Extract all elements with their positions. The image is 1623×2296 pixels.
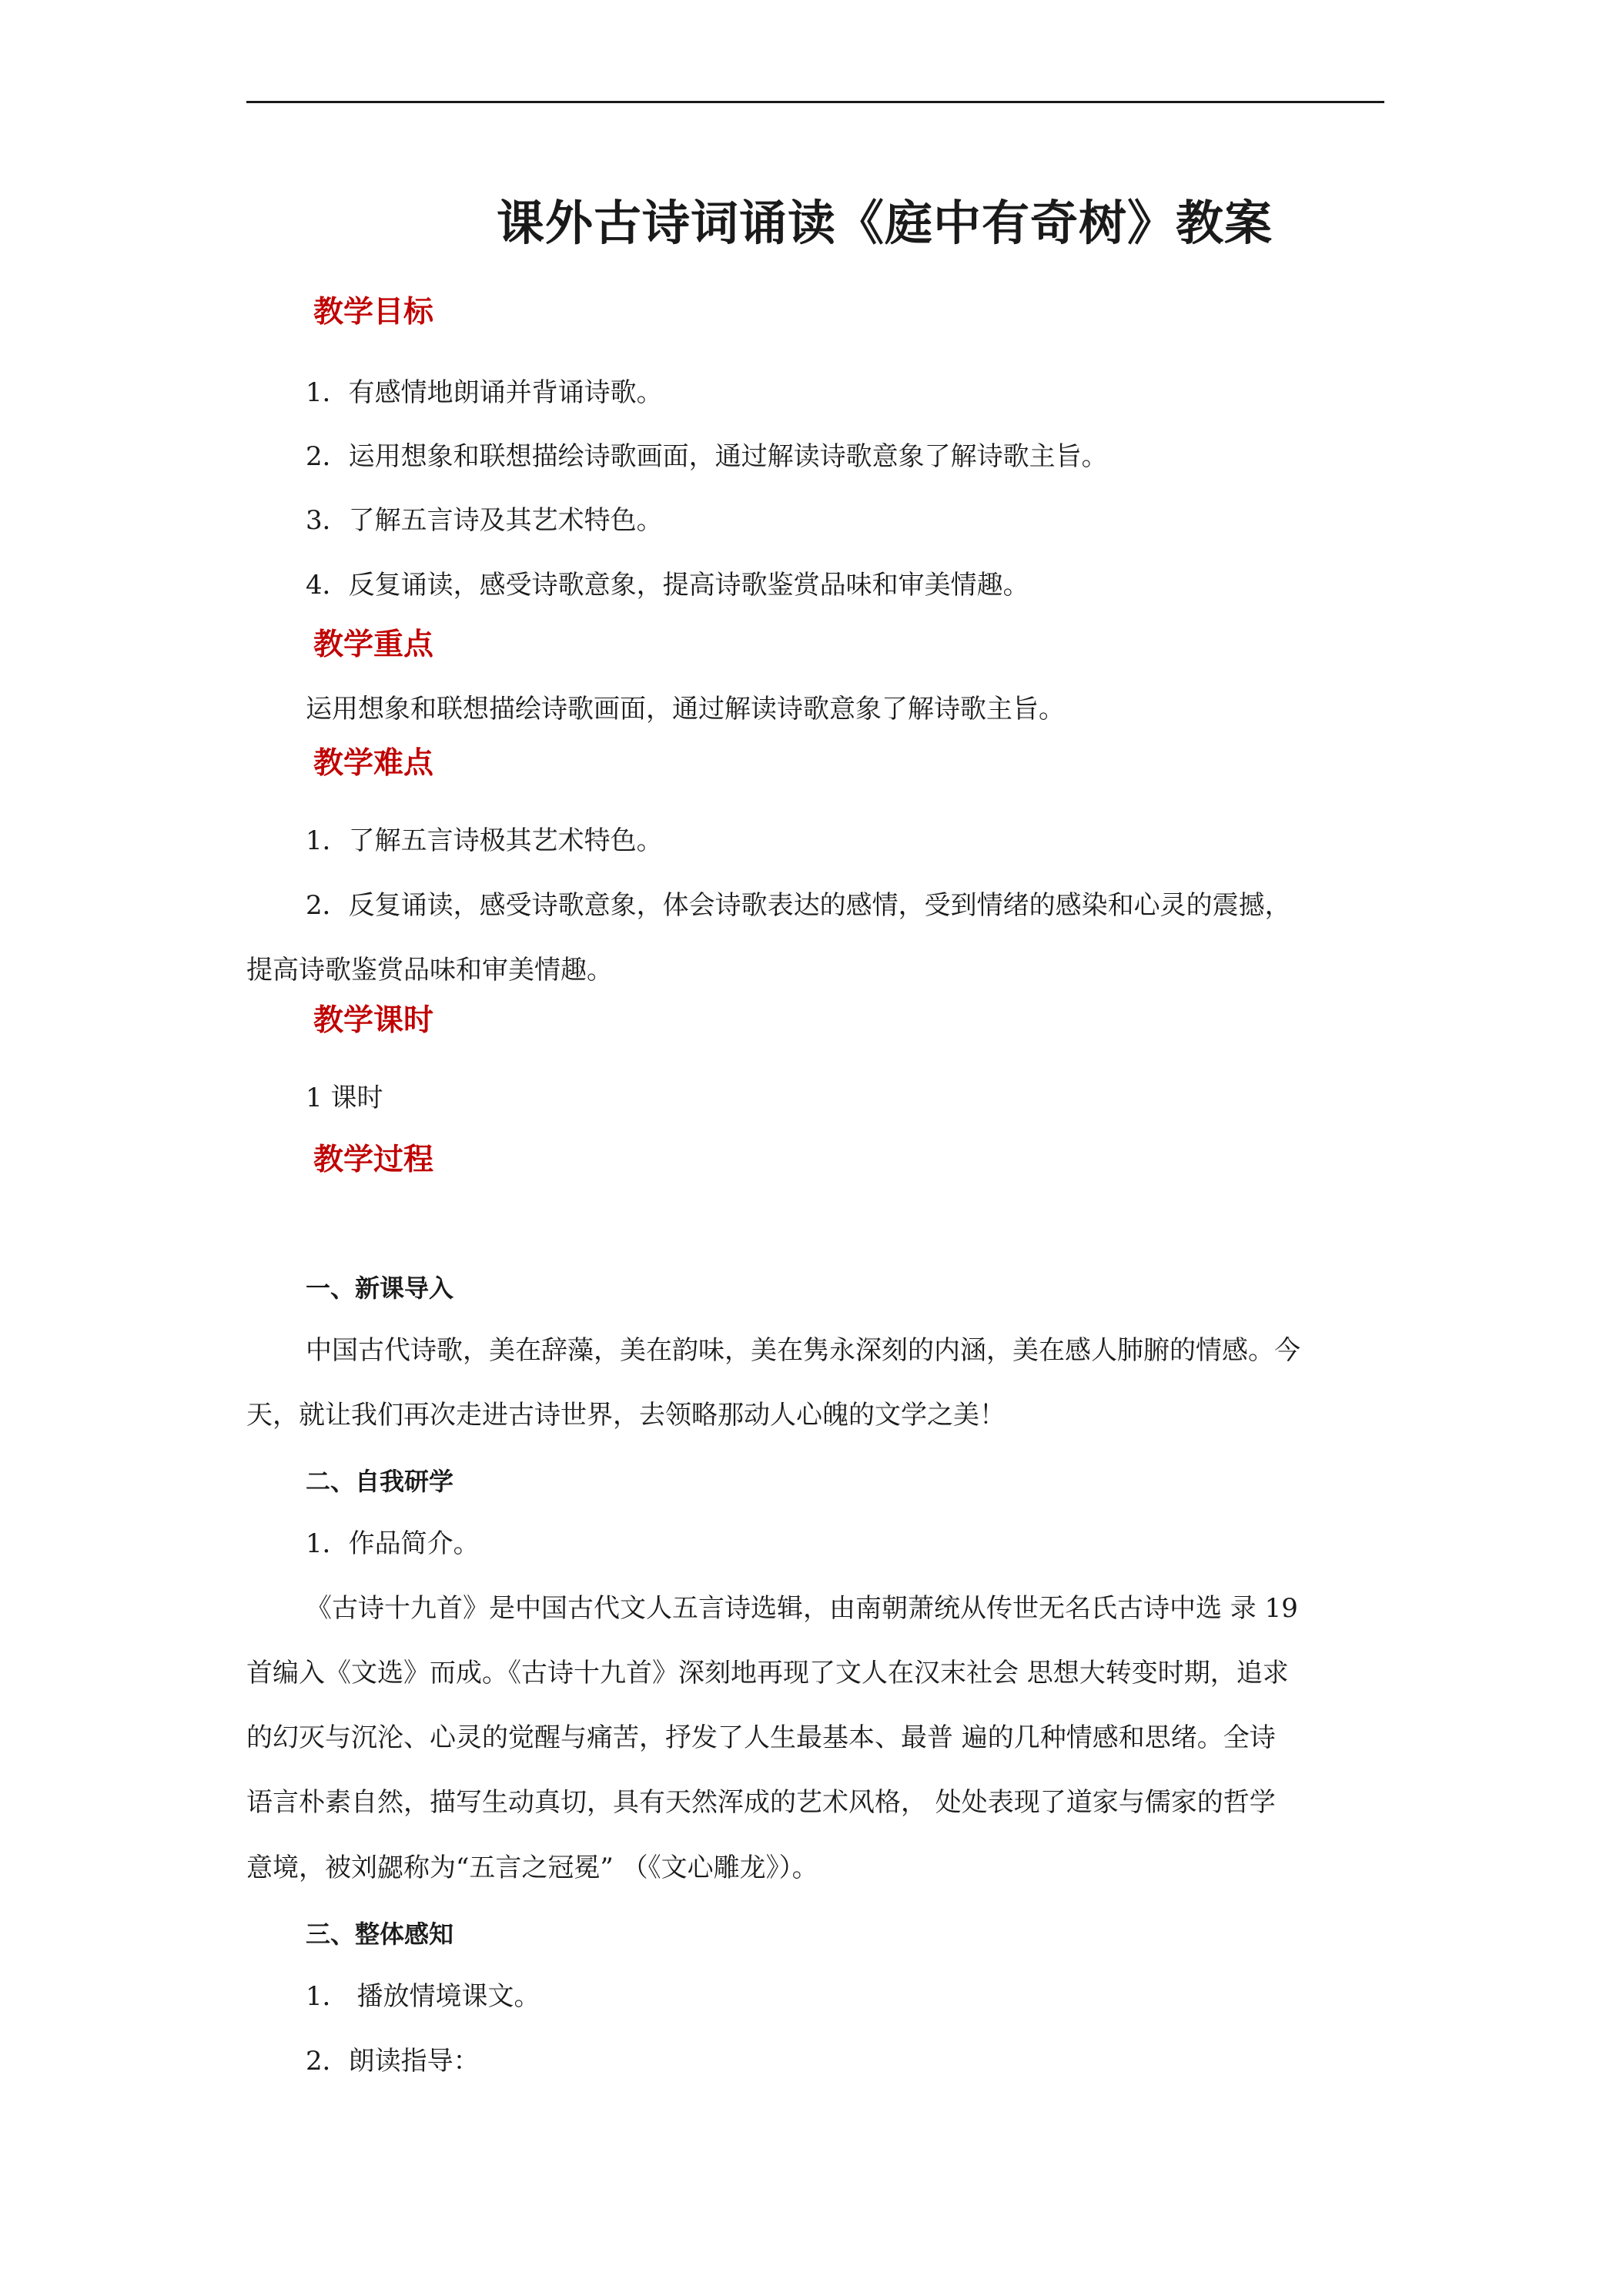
overall-item-2: 2．朗读指导： <box>306 2046 480 2077</box>
key-points-text: 运用想象和联想描绘诗歌画面，通过解读诗歌意象了解诗歌主旨。 <box>306 694 1065 725</box>
self-study-line-2: 首编入《文选》而成。《古诗十九首》深刻地再现了文人在汉末社会 思想大转变时期，追求 <box>246 1658 1289 1689</box>
self-study-line-5: 意境，被刘勰称为“五言之冠冕” （《文心雕龙》）。 <box>246 1853 818 1883</box>
process-heading: 教学过程 <box>313 1143 434 1177</box>
intro-line-1: 中国古代诗歌，美在辞藻，美在韵味，美在隽永深刻的内涵，美在感人肺腑的情感。今 <box>306 1335 1300 1366</box>
header-rule <box>246 101 1384 103</box>
overall-item-1: 1． 播放情境课文。 <box>306 1981 540 2012</box>
difficulty-item-1: 1．了解五言诗极其艺术特色。 <box>306 825 663 856</box>
overall-heading: 三、整体感知 <box>306 1919 454 1949</box>
key-points-heading: 教学重点 <box>313 628 434 662</box>
intro-heading: 一、新课导入 <box>306 1274 454 1303</box>
hours-text: 1 课时 <box>306 1083 383 1113</box>
self-study-line-1: 《古诗十九首》是中国古代文人五言诗选辑，由南朝萧统从传世无名氏古诗中选 录 19 <box>306 1593 1298 1624</box>
self-study-item-1: 1．作品简介。 <box>306 1528 480 1559</box>
objective-item-3: 3．了解五言诗及其艺术特色。 <box>306 505 663 536</box>
difficulties-heading: 教学难点 <box>313 746 434 781</box>
page-title: 课外古诗词诵读《庭中有奇树》教案 <box>496 195 1273 251</box>
difficulty-item-2-line-2: 提高诗歌鉴赏品味和审美情趣。 <box>246 955 613 986</box>
objective-item-2: 2．运用想象和联想描绘诗歌画面，通过解读诗歌意象了解诗歌主旨。 <box>306 441 1108 472</box>
difficulty-item-2-line-1: 2．反复诵读，感受诗歌意象，体会诗歌表达的感情，受到情绪的感染和心灵的震撼， <box>306 890 1291 921</box>
self-study-line-4: 语言朴素自然，描写生动真切，具有天然浑成的艺术风格， 处处表现了道家与儒家的哲学 <box>246 1787 1276 1818</box>
objective-item-4: 4．反复诵读，感受诗歌意象，提高诗歌鉴赏品味和审美情趣。 <box>306 570 1029 601</box>
self-study-line-3: 的幻灭与沉沦、心灵的觉醒与痛苦，抒发了人生最基本、最普 遍的几种情感和思绪。全诗 <box>246 1722 1276 1753</box>
self-study-heading: 二、自我研学 <box>306 1467 454 1496</box>
objectives-heading: 教学目标 <box>313 295 434 330</box>
hours-heading: 教学课时 <box>313 1003 434 1038</box>
objective-item-1: 1．有感情地朗诵并背诵诗歌。 <box>306 377 663 408</box>
intro-line-2: 天，就让我们再次走进古诗世界，去领略那动人心魄的文学之美！ <box>246 1400 1006 1431</box>
